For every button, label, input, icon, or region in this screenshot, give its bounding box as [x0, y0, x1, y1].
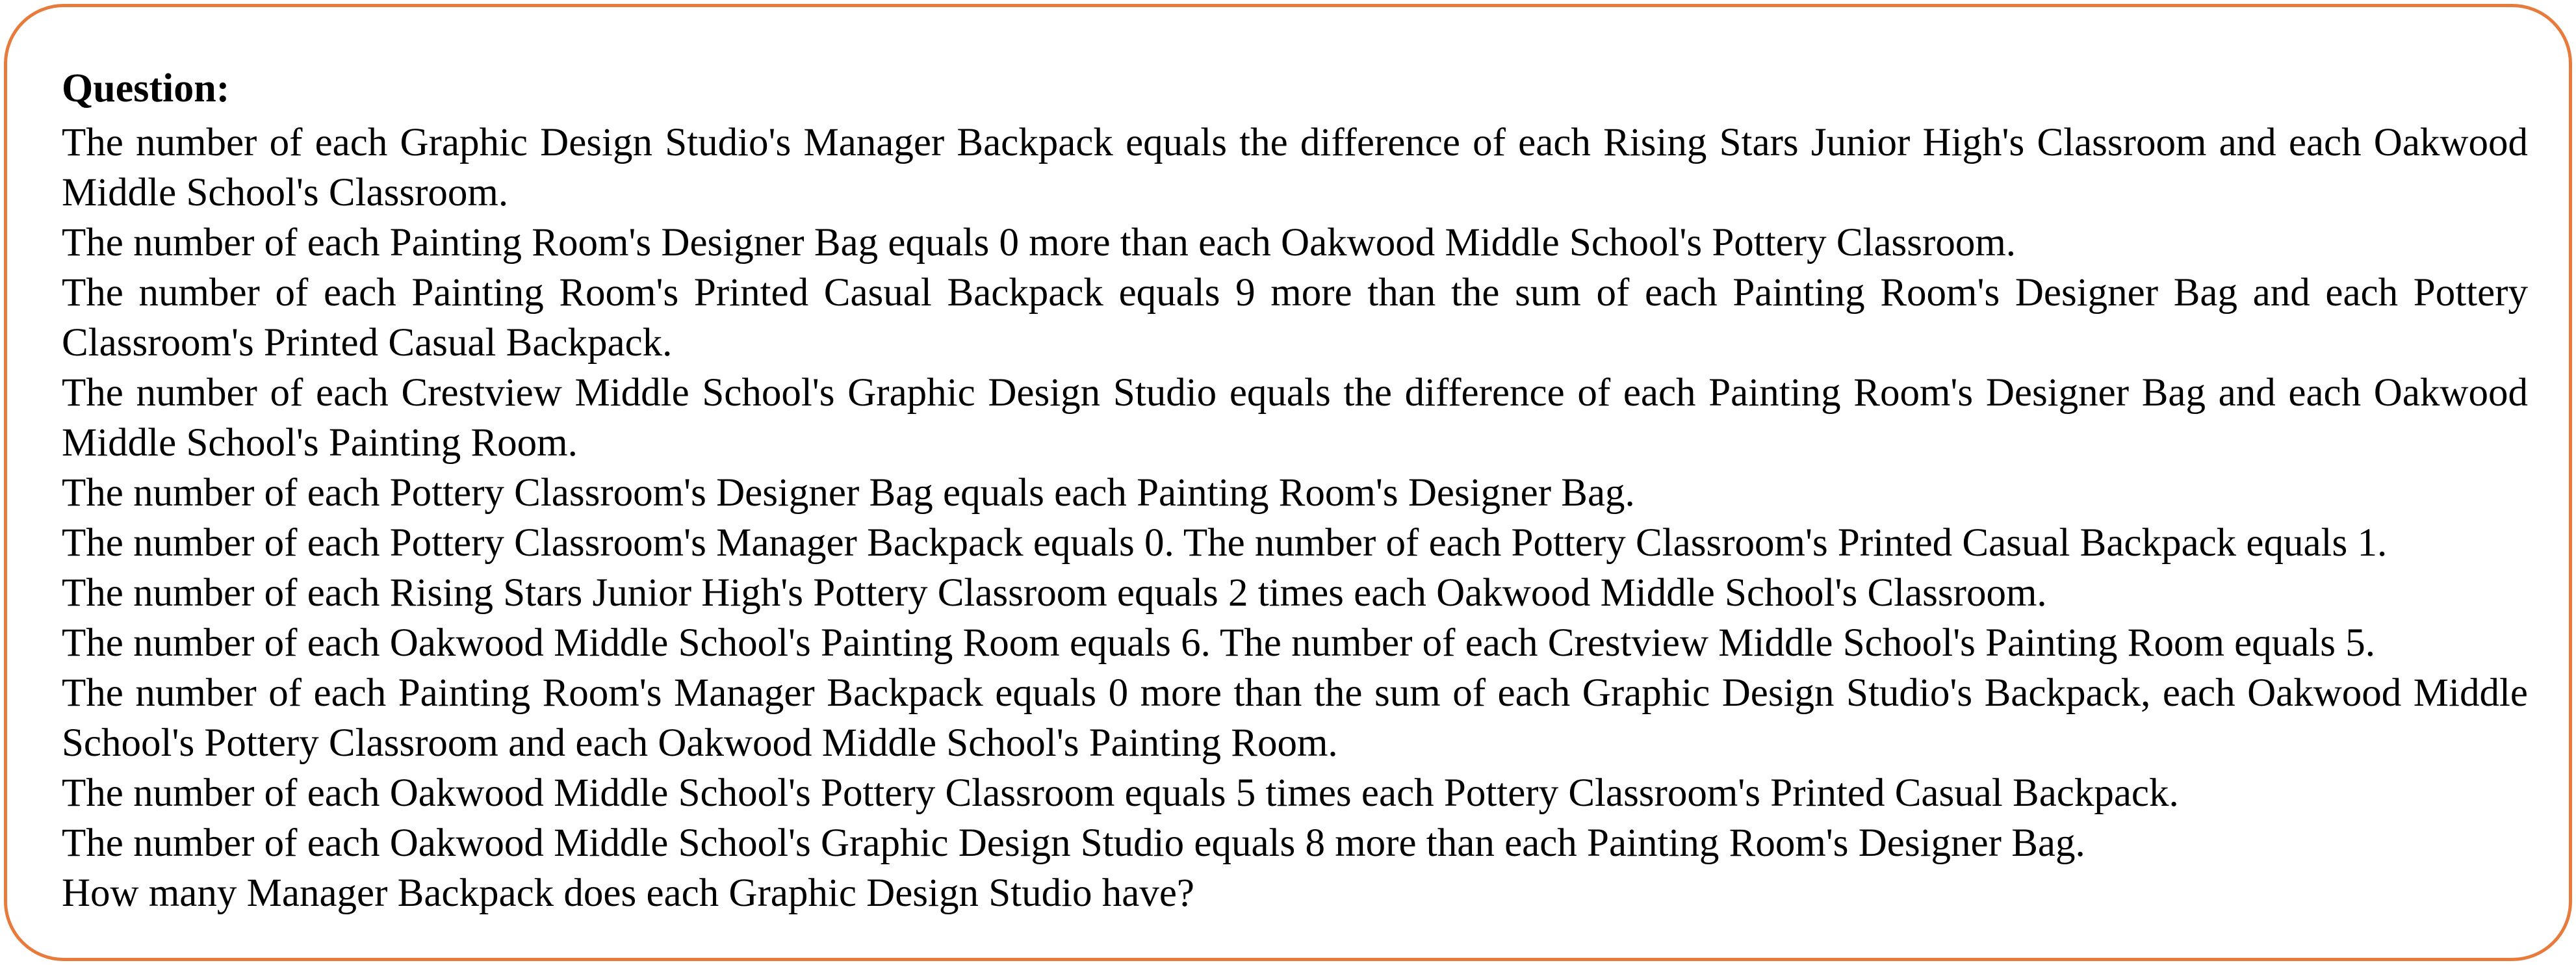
statement-7: The number of each Rising Stars Junior High's Pottery Classroom equals 2 times each Oakwood Middle School's Classroom.: [62, 571, 2047, 615]
question-card: [4, 4, 2572, 961]
statement-8: The number of each Oakwood Middle School's Painting Room equals 6. The number of each Crestview Middle School's Painting Room equals 5.: [62, 621, 2375, 665]
statement-2: The number of each Painting Room's Designer Bag equals 0 more than each Oakwood Middle School's Pottery Classroom.: [62, 221, 2016, 264]
statement-11: The number of each Oakwood Middle School's Graphic Design Studio equals 8 more than each Painting Room's Designer Bag.: [62, 821, 2085, 865]
question-heading: Question:: [62, 66, 230, 110]
statement-4: The number of each Crestview Middle School's Graphic Design Studio equals the difference of each Painting Room's Designer Bag and each Oakwood Middle School's Painting Room.: [62, 371, 2528, 465]
question-content: [62, 63, 2528, 918]
statement-10: The number of each Oakwood Middle School's Pottery Classroom equals 5 times each Pottery Classroom's Printed Casual Backpack.: [62, 771, 2179, 815]
statement-1: The number of each Graphic Design Studio's Manager Backpack equals the difference of each Rising Stars Junior High's Classroom and each Oakwood Middle School's Classroom.: [62, 121, 2528, 214]
statement-3: The number of each Painting Room's Printed Casual Backpack equals 9 more than the sum of each Painting Room's Designer Bag and each Pottery Classroom's Printed Casual Backpack.: [62, 271, 2528, 365]
statement-6: The number of each Pottery Classroom's Manager Backpack equals 0. The number of each Pottery Classroom's Printed Casual Backpack equals 1.: [62, 521, 2388, 565]
final-question: How many Manager Backpack does each Graphic Design Studio have?: [62, 871, 1194, 915]
statement-5: The number of each Pottery Classroom's Designer Bag equals each Painting Room's Designer Bag.: [62, 471, 1635, 515]
statement-list: [62, 118, 2528, 918]
statement-9: The number of each Painting Room's Manager Backpack equals 0 more than the sum of each Graphic Design Studio's Backpack, each Oakwood Middle School's Pottery Classroom and each Oakwood Middle School's Painting Room.: [62, 671, 2528, 765]
